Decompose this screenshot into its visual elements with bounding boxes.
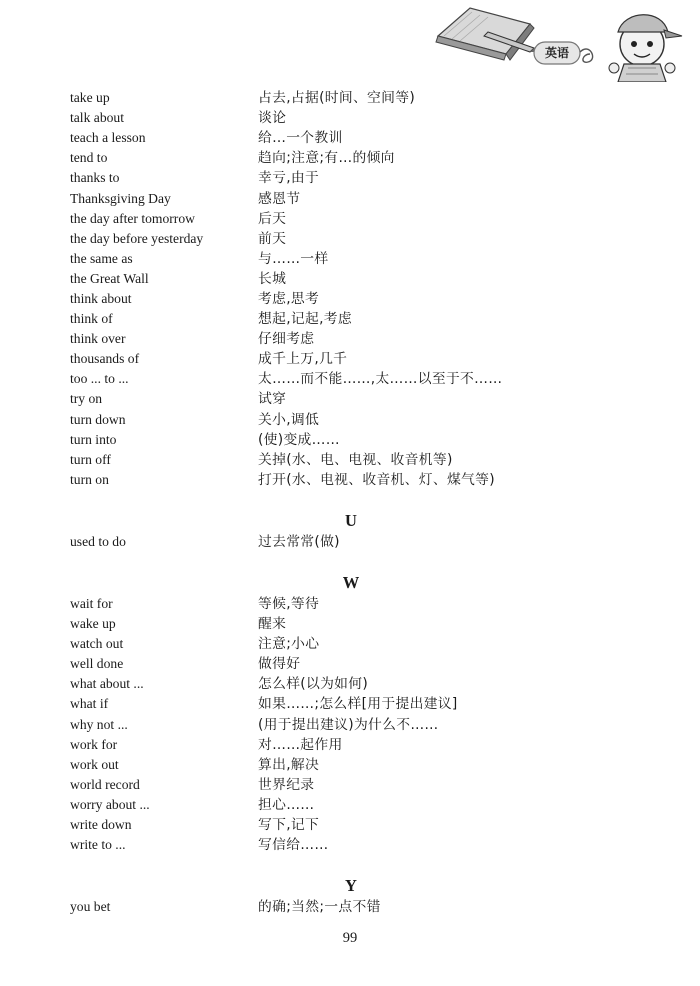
section-u [70,510,630,552]
phrase-en: try on [70,391,103,407]
list-item [70,735,630,755]
phrase-en: think over [70,331,126,347]
phrase-zh: 考虑,思考 [258,290,320,307]
phrase-en: the day after tomorrow [70,210,195,226]
phrase-zh: 试穿 [258,391,287,408]
list-item [70,775,630,795]
list-item [70,674,630,694]
list-item [70,289,630,309]
phrase-zh: 想起,记起,考虑 [258,311,352,328]
list-item [70,349,630,369]
phrase-zh: 注意;小心 [258,636,320,653]
list-item [70,755,630,775]
section-t [70,88,630,490]
phrase-zh: 醒来 [258,616,287,633]
list-item [70,389,630,409]
list-item [70,329,630,349]
phrase-zh: 关掉(水、电、电视、收音机等) [258,451,453,468]
phrase-en: the Great Wall [70,270,149,286]
phrase-en: write down [70,817,132,833]
phrase-en: well done [70,656,124,672]
phrase-zh: 与……一样 [258,250,329,267]
phrase-en: Thanksgiving Day [70,190,171,206]
phrase-zh: 关小,调低 [258,411,320,428]
phrase-en: the same as [70,250,133,266]
phrase-en: talk about [70,110,124,126]
list-item [70,168,630,188]
phrase-en: what if [70,696,109,712]
phrase-zh: 如果……;怎么样[用于提出建议] [258,696,458,713]
section-w [70,572,630,855]
phrase-zh: 趋向;注意;有…的倾向 [258,150,395,167]
phrase-en: work out [70,756,119,772]
section-letter-heading: W [342,572,360,592]
phrase-zh: 仔细考虑 [258,331,315,348]
phrase-zh: 等候,等待 [258,596,320,613]
phrase-en: wake up [70,616,116,632]
list-item [70,188,630,208]
phrase-en: used to do [70,533,126,549]
phrase-zh: 过去常常(做) [258,533,340,550]
list-item [70,410,630,430]
list-item [70,88,630,108]
phrase-en: wait for [70,596,113,612]
list-item [70,309,630,329]
list-item [70,229,630,249]
phrase-zh: 成千上万,几千 [258,351,348,368]
phrase-en: think about [70,290,132,306]
phrase-en: turn into [70,431,117,447]
phrase-zh: 写信给…… [258,837,329,854]
list-item [70,795,630,815]
phrase-zh: 占去,占据(时间、空间等) [258,90,416,107]
phrase-zh: 写下,记下 [258,817,320,834]
page-number: 99 [342,930,358,946]
list-item [70,634,630,654]
list-item [70,614,630,634]
phrase-zh: 算出,解决 [258,756,320,773]
header-illustration [430,2,688,82]
list-item [70,108,630,128]
list-item [70,209,630,229]
phrase-zh: 长城 [258,270,287,287]
phrase-en: worry about ... [70,796,150,812]
phrase-en: you bet [70,899,111,915]
list-item [70,835,630,855]
list-item [70,532,630,552]
phrase-zh: (用于提出建议)为什么不…… [258,716,439,733]
phrase-en: turn on [70,471,109,487]
list-item [70,148,630,168]
phrase-zh: (使)变成…… [258,431,340,448]
subject-badge-label: 英语 [544,46,569,60]
list-item [70,654,630,674]
phrase-zh: 打开(水、电视、收音机、灯、煤气等) [258,471,495,488]
section-letter-heading: Y [345,876,357,896]
phrase-en: thousands of [70,351,140,367]
list-item [70,715,630,735]
phrase-en: tend to [70,150,108,166]
phrase-en: turn off [70,451,111,467]
phrase-zh: 后天 [258,210,287,227]
list-item [70,470,630,490]
phrase-en: think of [70,311,113,327]
phrase-en: teach a lesson [70,130,146,146]
phrase-zh: 世界纪录 [258,776,315,793]
phrase-zh: 幸亏,由于 [258,170,320,187]
phrase-list [70,88,630,917]
phrase-zh: 担心…… [258,796,315,813]
phrase-en: world record [70,776,140,792]
list-item [70,128,630,148]
phrase-en: thanks to [70,170,120,186]
phrase-zh: 怎么样(以为如何) [258,676,369,693]
phrase-en: turn down [70,411,126,427]
phrase-en: why not ... [70,716,128,732]
list-item [70,694,630,714]
list-item [70,594,630,614]
phrase-zh: 前天 [258,230,287,247]
phrase-en: work for [70,736,118,752]
phrase-zh: 给…一个教训 [258,130,343,147]
phrase-zh: 太……而不能……,太……以至于不…… [258,371,503,388]
section-y [70,875,630,917]
phrase-en: too ... to ... [70,371,129,387]
phrase-zh: 的确;当然;一点不错 [258,899,381,916]
list-item [70,897,630,917]
phrase-en: watch out [70,636,124,652]
list-item [70,450,630,470]
list-item [70,269,630,289]
phrase-zh: 做得好 [258,656,301,673]
subject-badge [534,42,580,64]
list-item [70,249,630,269]
list-item [70,369,630,389]
phrase-en: the day before yesterday [70,230,204,246]
list-item [70,430,630,450]
phrase-en: write to ... [70,837,126,853]
phrase-en: take up [70,90,110,106]
phrase-en: what about ... [70,676,144,692]
list-item [70,815,630,835]
phrase-zh: 感恩节 [258,190,301,207]
phrase-zh: 对……起作用 [258,736,343,753]
section-letter-heading: U [345,510,357,530]
phrase-zh: 谈论 [258,110,287,127]
